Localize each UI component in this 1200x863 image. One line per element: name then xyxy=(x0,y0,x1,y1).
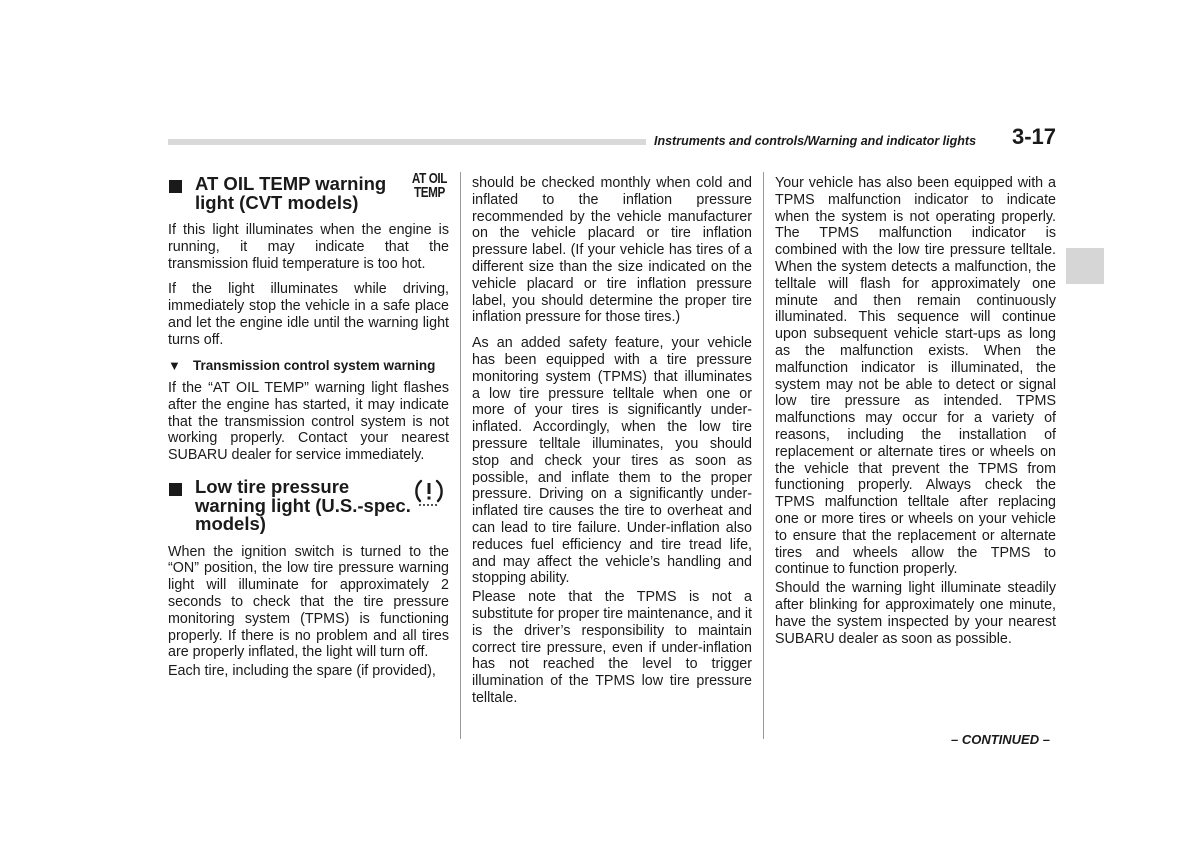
low-tire-pressure-icon xyxy=(413,478,445,508)
icon-text-line: AT OIL xyxy=(411,170,447,187)
subsection-heading xyxy=(168,358,449,375)
section-title: Low tire pressure warning light (U.S.-spec. models) xyxy=(195,476,411,535)
column-divider xyxy=(763,172,764,739)
paragraph: should be checked monthly when cold and inflated to the inflation pressure recommended by the vehicle manufacturer on the vehicle placard or tire inflation pressure label. (If your vehicle has tires of a different size than the size indicated on the vehicle placard or tire inflation pressure label, you should determine the proper tire inflation pressure for those tires.) xyxy=(472,175,752,326)
paragraph: If this light illuminates when the engine is running, it may indicate that the transmission fluid temperature is too hot. xyxy=(168,222,449,272)
icon-text-line: TEMP xyxy=(413,184,445,201)
column-divider xyxy=(460,172,461,739)
section-heading-low-tire-pressure xyxy=(168,478,449,534)
continued-marker: – CONTINUED – xyxy=(951,732,1050,747)
paragraph: If the light illuminates while driving, immediately stop the vehicle in a safe place and let the engine idle until the warning light turns off. xyxy=(168,281,449,348)
column-right xyxy=(775,175,1056,656)
section-heading-at-oil-temp xyxy=(168,170,449,213)
subsection-title: Transmission control system warning xyxy=(193,357,436,373)
paragraph: Please note that the TPMS is not a substitute for proper tire maintenance, and it is the driver’s responsibility to maintain correct tire pressure, even if under-inflation has not reached the level to trigger illumination of the TPMS low tire pressure telltale. xyxy=(472,589,752,706)
paragraph: When the ignition switch is turned to the “ON” position, the low tire pressure warning light will illuminate for approximately 2 seconds to check that the tire pressure monitoring system (TPMS) is functioning properly. If there is no problem and all tires are properly inflated, the light will turn off. xyxy=(168,543,449,661)
running-header: Instruments and controls/Warning and indicator lights xyxy=(654,134,977,148)
column-left xyxy=(168,170,449,689)
at-oil-temp-warning-icon xyxy=(412,172,447,200)
triangle-bullet-icon: ▼ xyxy=(168,357,181,373)
column-middle xyxy=(472,175,752,716)
header-rule xyxy=(168,139,646,145)
paragraph: If the “AT OIL TEMP” warning light flashes after the engine has started, it may indicate that the transmission control system is not working properly. Contact your nearest SUBARU dealer for service immediately. xyxy=(168,380,449,464)
paragraph: As an added safety feature, your vehicle has been equipped with a tire pressure monitoring system (TPMS) that illuminates a low tire pressure telltale when one or more of your tires is significantly under-inflated. Accordingly, when the low tire pressure telltale illuminates, you should stop and check your tires as soon as possible, and inflate them to the proper pressure. Driving on a significantly under-inflated tire causes the tire to overheat and can lead to tire failure. Under-inflation also reduces fuel efficiency and tire tread life, and may affect the vehicle’s handling and stopping ability. xyxy=(472,335,752,587)
paragraph: Should the warning light illuminate steadily after blinking for approximately one minute, have the system inspected by your nearest SUBARU dealer as soon as possible. xyxy=(775,580,1056,647)
bullet-square-icon xyxy=(169,483,182,496)
chapter-tab xyxy=(1066,248,1104,284)
bullet-square-icon xyxy=(169,180,182,193)
section-title: AT OIL TEMP warning light (CVT models) xyxy=(195,173,387,213)
paragraph: Your vehicle has also been equipped with a TPMS malfunction indicator to indicate when the system is not operating properly. The TPMS malfunction indicator is combined with the low tire pressure telltale. When the system detects a malfunction, the telltale will flash for approximately one minute and then remain continuously illuminated. This sequence will continue upon subsequent vehicle start-ups as long as the malfunction exists. When the malfunction indicator is illuminated, the system may not be able to detect or signal low tire pressure as intended. TPMS malfunctions may occur for a variety of reasons, including the installation of replacement or alternate tires or wheels on the vehicle that prevent the TPMS from functioning properly. Always check the TPMS malfunction telltale after replacing one or more tires or wheels on your vehicle to ensure that the replacement or alternate tires and wheels allow the TPMS to continue to function properly. xyxy=(775,175,1056,578)
paragraph: Each tire, including the spare (if provided), xyxy=(168,663,436,680)
page-number: 3-17 xyxy=(1012,124,1057,149)
